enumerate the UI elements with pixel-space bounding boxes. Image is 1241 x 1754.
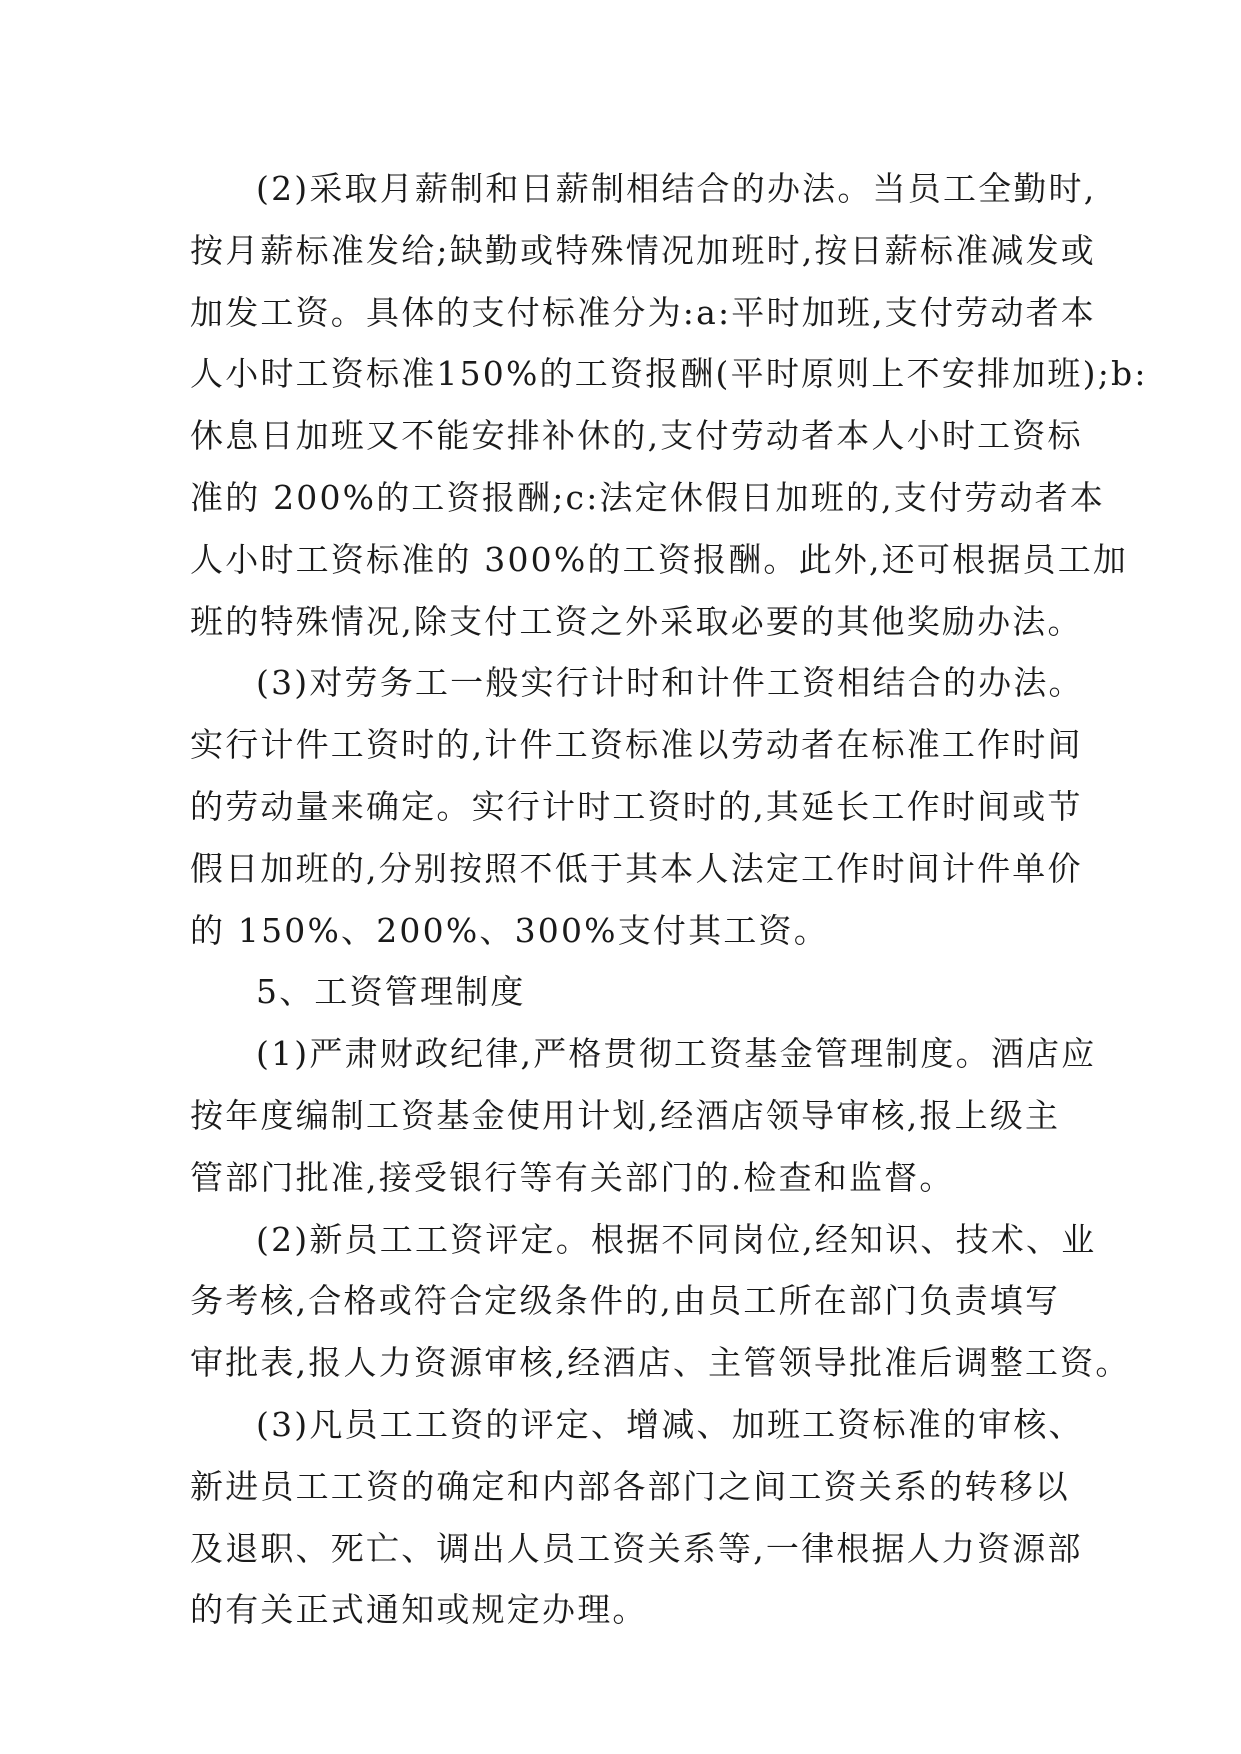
text-line: (3)对劳务工一般实行计时和计件工资相结合的办法。 [256, 663, 1084, 703]
paragraph-overtime-pay-method [190, 158, 1148, 652]
paragraph-new-employee-evaluation [190, 1209, 1131, 1394]
text-line: 假日加班的,分别按照不低于其本人法定工作时间计件单价 [190, 848, 1083, 888]
text-line: 休息日加班又不能安排补休的,支付劳动者本人小时工资标 [190, 416, 1083, 456]
text-line: 新进员工工资的确定和内部各部门之间工资关系的转移以 [190, 1466, 1070, 1506]
text-line: 管部门批准,接受银行等有关部门的.检查和监督。 [190, 1157, 955, 1197]
text-line: 班的特殊情况,除支付工资之外采取必要的其他奖励办法。 [190, 601, 1083, 641]
heading-line: 5、工资管理制度 [256, 972, 526, 1012]
text-line: (3)凡员工工资的评定、增减、加班工资标准的审核、 [256, 1404, 1084, 1444]
text-line: 加发工资。具体的支付标准分为:a:平时加班,支付劳动者本 [190, 292, 1097, 332]
text-line: (2)采取月薪制和日薪制相结合的办法。当员工全勤时, [256, 169, 1097, 208]
paragraph-wage-relation-handling [190, 1394, 1084, 1641]
text-line: 的劳动量来确定。实行计时工资时的,其延长工作时间或节 [190, 786, 1083, 826]
text-line: 按月薪标准发给;缺勤或特殊情况加班时,按日薪标准减发或 [190, 230, 1097, 270]
text-line: 及退职、死亡、调出人员工资关系等,一律根据人力资源部 [190, 1528, 1083, 1568]
text-line: 实行计件工资时的,计件工资标准以劳动者在标准工作时间 [190, 725, 1083, 765]
text-line: 准的 200%的工资报酬;c:法定休假日加班的,支付劳动者本 [190, 477, 1106, 517]
text-line: 人小时工资标准150%的工资报酬(平时原则上不安排加班);b: [190, 354, 1148, 394]
text-line: (2)新员工工资评定。根据不同岗位,经知识、技术、业 [256, 1219, 1097, 1259]
paragraph-financial-discipline [190, 1023, 1097, 1208]
text-line: 按年度编制工资基金使用计划,经酒店领导审核,报上级主 [190, 1095, 1061, 1135]
text-line: (1)严肃财政纪律,严格贯彻工资基金管理制度。酒店应 [256, 1034, 1097, 1074]
section-heading [190, 961, 1060, 1023]
text-line: 审批表,报人力资源审核,经酒店、主管领导批准后调整工资。 [190, 1343, 1131, 1383]
document-body [190, 158, 1148, 1641]
text-line: 的有关正式通知或规定办理。 [190, 1590, 648, 1630]
text-line: 人小时工资标准的 300%的工资报酬。此外,还可根据员工加 [190, 539, 1129, 579]
text-line: 的 150%、200%、300%支付其工资。 [190, 910, 829, 950]
paragraph-labor-worker-pay [190, 652, 1084, 961]
text-line: 务考核,合格或符合定级条件的,由员工所在部门负责填写 [190, 1281, 1061, 1321]
